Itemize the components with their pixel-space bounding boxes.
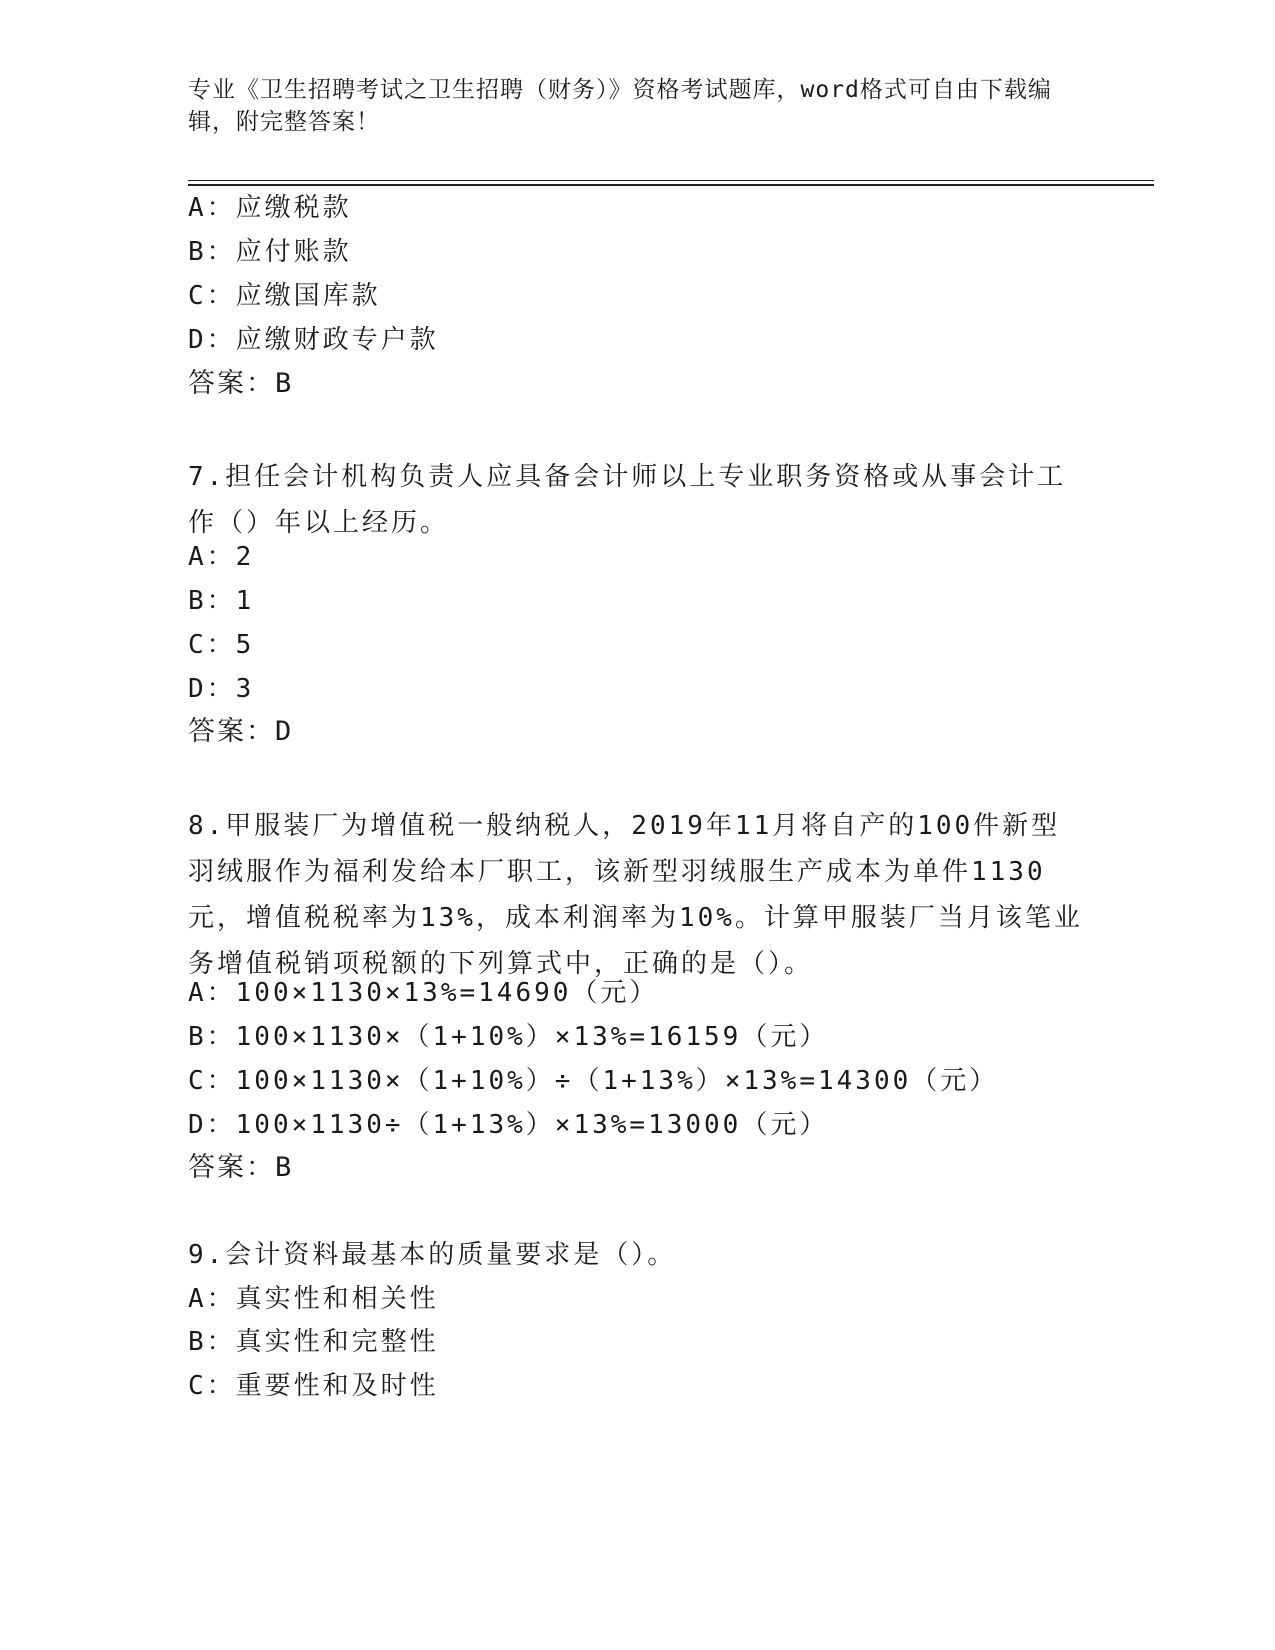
header-rule-thick (188, 184, 1154, 186)
q8-option-b: B：100×1130×（1+10%）×13%=16159（元） (188, 1022, 829, 1052)
q7-option-a: A：2 (188, 542, 255, 572)
q7-option-b: B：1 (188, 586, 255, 616)
q6-option-b: B：应付账款 (188, 237, 352, 267)
q8-option-d: D：100×1130÷（1+13%）×13%=13000（元） (188, 1110, 829, 1140)
header-rule-thin (188, 180, 1154, 181)
q6-option-d: D：应缴财政专户款 (188, 325, 439, 355)
q8-option-c: C：100×1130×（1+10%）÷（1+13%）×13%=14300（元） (188, 1066, 999, 1096)
q8-question: 8.甲服装厂为增值税一般纳税人，2019年11月将自产的100件新型羽绒服作为福利发给本厂职工，该新型羽绒服生产成本为单件1130元，增值税税率为13%，成本利润率为10%。计算甲服装厂当月该笔业务增值税销项税额的下列算式中，正确的是（）。 (188, 811, 1083, 979)
q7-answer: 答案：D (188, 716, 294, 747)
q9-question: 9.会计资料最基本的质量要求是（）。 (188, 1240, 677, 1270)
q7-option-c: C：5 (188, 630, 255, 660)
q8-answer: 答案：B (188, 1152, 294, 1183)
document-header: 专业《卫生招聘考试之卫生招聘（财务）》资格考试题库，word格式可自由下载编辑，附完整答案！ (188, 77, 1052, 135)
q9-option-b: B：真实性和完整性 (188, 1327, 439, 1357)
q6-option-a: A：应缴税款 (188, 193, 352, 223)
q9-option-c: C：重要性和及时性 (188, 1371, 439, 1401)
q7-question: 7.担任会计机构负责人应具备会计师以上专业职务资格或从事会计工作（）年以上经历。 (188, 462, 1067, 538)
q6-option-c: C：应缴国库款 (188, 281, 381, 311)
q9-option-a: A：真实性和相关性 (188, 1284, 439, 1314)
q6-answer: 答案：B (188, 368, 294, 399)
q7-option-d: D：3 (188, 674, 255, 704)
q8-option-a: A：100×1130×13%=14690（元） (188, 978, 659, 1008)
